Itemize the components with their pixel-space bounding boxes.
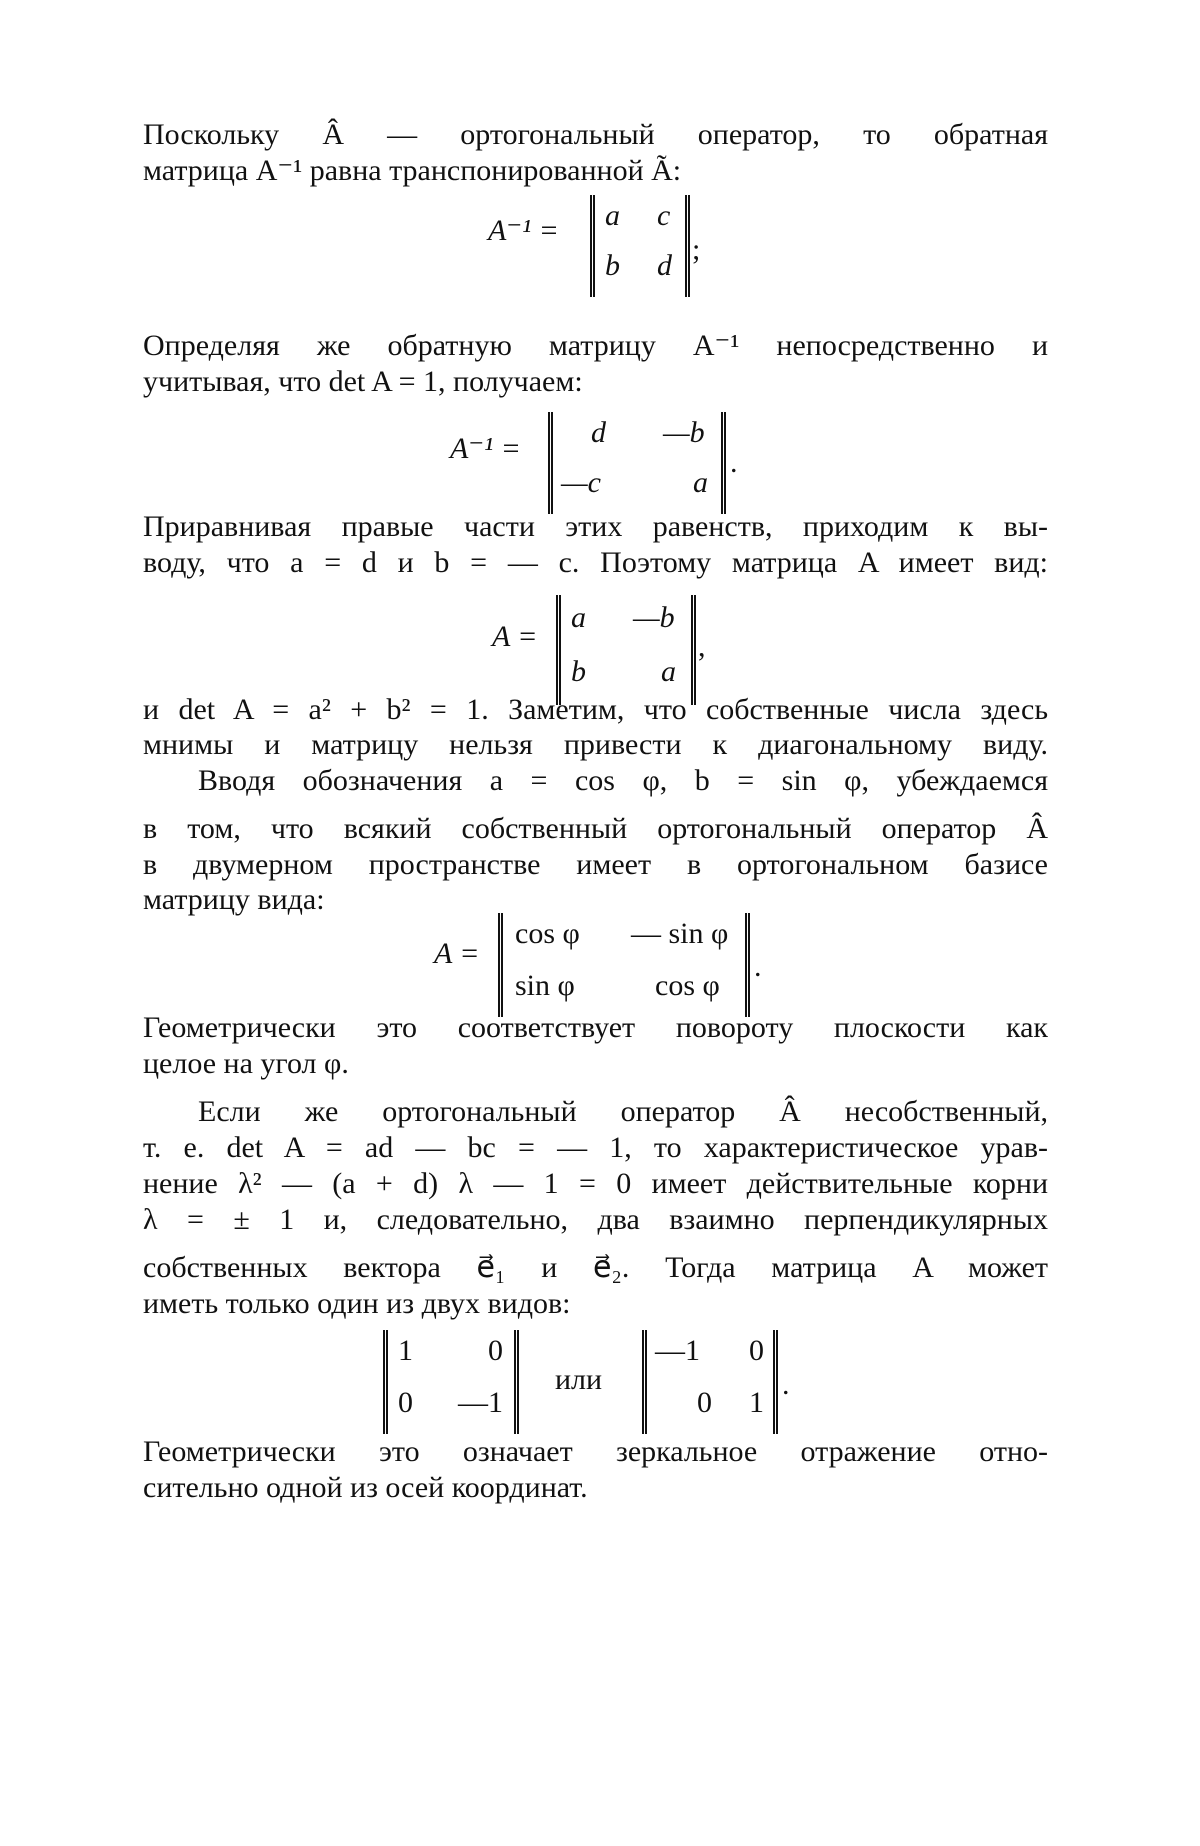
paragraph-line: сительно одной из осей координат. [143, 1471, 588, 1504]
matrix-cell: 0 [398, 1386, 413, 1419]
matrix-cell: 0 [697, 1386, 712, 1419]
matrix [548, 412, 726, 514]
formula-lhs: A = [492, 620, 538, 653]
paragraph-line: и det A = a² + b² = 1. Заметим, что собственные числа здесь [143, 693, 1048, 726]
formula-punctuation: , [698, 630, 706, 663]
matrix-cell: a [571, 601, 586, 634]
paragraph-line: в двумерном пространстве имеет в ортогональном базисе [143, 848, 1048, 881]
paragraph-line: матрица A⁻¹ равна транспонированной Ã: [143, 154, 682, 187]
matrix-cell: —b [633, 601, 675, 634]
paragraph-line: мнимы и матрицу нельзя привести к диагональному виду. [143, 728, 1048, 761]
matrix-cell: —c [561, 466, 601, 499]
formula-punctuation: ; [692, 233, 701, 266]
matrix-cell: sin φ [515, 969, 575, 1002]
paragraph-line: Приравнивая правые части этих равенств, приходим к вы- [143, 510, 1048, 543]
matrix-cell: d [657, 249, 672, 282]
formula-lhs: A⁻¹ = [450, 432, 521, 465]
formula-punctuation: . [782, 1368, 790, 1401]
paragraph-line: нение λ² — (a + d) λ — 1 = 0 имеет действительные корни [143, 1167, 1048, 1200]
matrix [498, 913, 750, 1017]
matrix-cell: a [605, 199, 620, 232]
formula-punctuation: . [754, 950, 762, 983]
matrix-cell: —1 [458, 1386, 503, 1419]
paragraph-line: Геометрически это означает зеркальное отражение отно- [143, 1435, 1048, 1468]
paragraph-line: т. е. det A = ad — bc = — 1, то характеристическое урав- [143, 1131, 1048, 1164]
matrix-cell: b [571, 655, 586, 688]
paragraph-line: собственных вектора e⃗₁ и e⃗₂. Тогда матрица A может [143, 1251, 1048, 1284]
matrix-cell: b [605, 249, 620, 282]
matrix-cell: d [591, 416, 606, 449]
formula-lhs: A⁻¹ = [488, 214, 559, 247]
matrix-cell: —1 [655, 1334, 700, 1367]
matrix-cell: — sin φ [631, 917, 729, 950]
paragraph-line: Определяя же обратную матрицу A⁻¹ непосредственно и [143, 329, 1048, 362]
paragraph-line: учитывая, что det A = 1, получаем: [143, 365, 583, 398]
paragraph-line: Геометрически это соответствует повороту плоскости как [143, 1011, 1048, 1044]
paragraph-line: Поскольку Â — ортогональный оператор, то обратная [143, 118, 1048, 151]
formula-punctuation: . [730, 446, 738, 479]
matrix [642, 1330, 778, 1434]
matrix-cell: 0 [749, 1334, 764, 1367]
paragraph-line: λ = ± 1 и, следовательно, два взаимно перпендикулярных [143, 1203, 1048, 1236]
matrix [590, 195, 690, 297]
paragraph-line: Вводя обозначения a = cos φ, b = sin φ, убеждаемся [198, 764, 1048, 797]
matrix-cell: —b [663, 416, 705, 449]
matrix [556, 595, 696, 705]
paragraph-line: матрицу вида: [143, 883, 325, 916]
matrix-cell: c [657, 199, 671, 232]
paragraph-line: в том, что всякий собственный ортогональный оператор Â [143, 812, 1048, 845]
matrix-cell: cos φ [655, 969, 720, 1002]
matrix-cell: 0 [488, 1334, 503, 1367]
paragraph-line: иметь только один из двух видов: [143, 1287, 571, 1320]
matrix-cell: 1 [749, 1386, 764, 1419]
formula-conjunction: или [555, 1363, 603, 1396]
matrix-cell: cos φ [515, 917, 580, 950]
formula-lhs: A = [434, 937, 480, 970]
matrix [383, 1330, 519, 1434]
matrix-cell: 1 [398, 1334, 413, 1367]
matrix-cell: a [661, 655, 676, 688]
paragraph-line: целое на угол φ. [143, 1047, 349, 1080]
paragraph-line: воду, что a = d и b = — c. Поэтому матрица A имеет вид: [143, 546, 1048, 579]
paragraph-line: Если же ортогональный оператор Â несобственный, [198, 1095, 1048, 1128]
matrix-cell: a [693, 466, 708, 499]
